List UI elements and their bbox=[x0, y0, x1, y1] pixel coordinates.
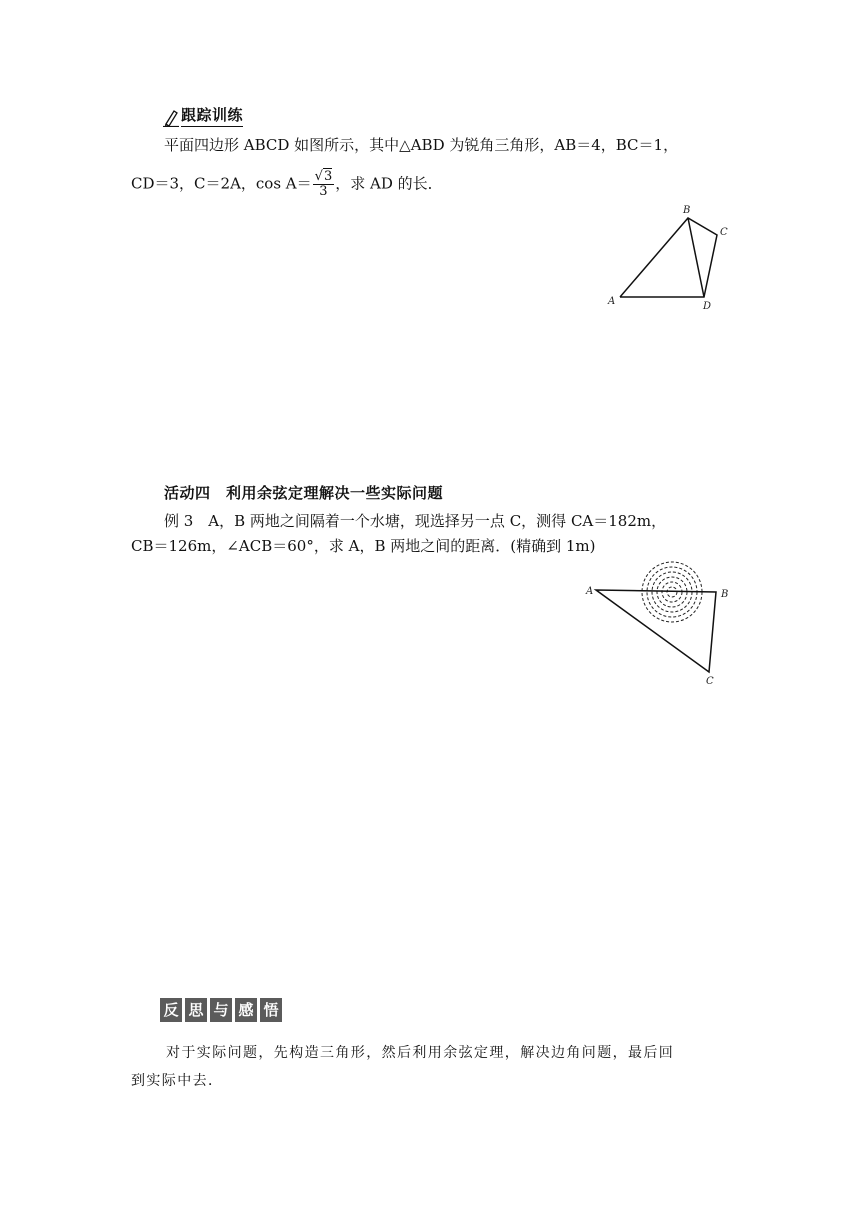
example-three-line-2: CB＝126m，∠ACB＝60°，求 A，B 两地之间的距离．(精确到 1m) bbox=[131, 537, 596, 555]
quadrilateral-abcd-figure bbox=[600, 198, 740, 316]
banner-char: 感 bbox=[235, 998, 257, 1022]
problem-line-2-end: ，求 AD 的长． bbox=[335, 174, 443, 193]
tracking-exercise-title: 跟踪训练 bbox=[181, 104, 243, 127]
fraction-denominator: 3 bbox=[319, 184, 328, 199]
banner-char: 与 bbox=[210, 998, 232, 1022]
problem-line-2-start: CD＝3，C＝2A，cos A＝ bbox=[131, 174, 312, 193]
tracking-problem-line-2 bbox=[131, 170, 443, 199]
diagonal-bd bbox=[688, 218, 704, 297]
quadrilateral-outline bbox=[620, 218, 717, 297]
vertex-label-b: B bbox=[683, 205, 691, 216]
vertex-label-a: A bbox=[608, 296, 616, 307]
point-label-b: B bbox=[721, 589, 729, 600]
vertex-label-d: D bbox=[703, 301, 712, 312]
banner-char: 反 bbox=[160, 998, 182, 1022]
pond-triangle-figure bbox=[580, 556, 740, 690]
banner-char: 思 bbox=[185, 998, 207, 1022]
cos-a-fraction: $\frac{√3}{3}$ bbox=[314, 169, 333, 199]
tracking-problem-line-1: 平面四边形 ABCD 如图所示，其中△ABD 为锐角三角形，AB＝4，BC＝1， bbox=[164, 136, 679, 154]
activity-four-heading: 活动四 利用余弦定理解决一些实际问题 bbox=[164, 484, 444, 502]
banner-char: 悟 bbox=[260, 998, 282, 1022]
example-three-line-1: 例 3 A，B 两地之间隔着一个水塘，现选择另一点 C，测得 CA＝182m， bbox=[164, 512, 667, 530]
reflection-text-line-1: 对于实际问题，先构造三角形，然后利用余弦定理，解决边角问题，最后回 bbox=[166, 1045, 675, 1061]
fraction-numerator: 3 bbox=[323, 169, 333, 184]
point-label-c: C bbox=[706, 676, 714, 687]
pencil-icon bbox=[163, 109, 179, 127]
vertex-label-c: C bbox=[720, 227, 728, 238]
reflection-banner bbox=[160, 998, 282, 1022]
reflection-text-line-2: 到实际中去． bbox=[131, 1073, 224, 1089]
tracking-exercise-heading bbox=[163, 104, 243, 127]
point-label-a: A bbox=[586, 586, 594, 597]
triangle-abc bbox=[596, 590, 716, 672]
